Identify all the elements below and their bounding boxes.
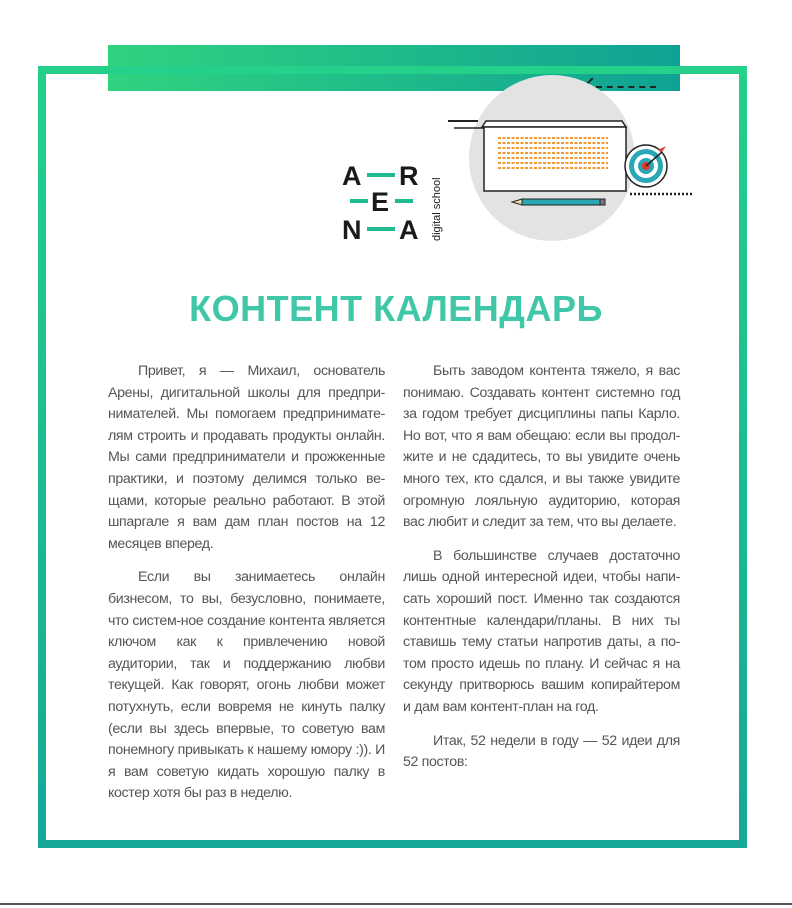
paragraph: Если вы занимаетесь онлайн бизнесом, то вы, безусловно, понимаете, что систем-ное создание контента является ключом как к привлечению новой аудитории, так и поддержанию любви текущей. Как говорят, огонь любви может потухнуть, если вовремя не кинуть палку (если вы здесь впервые, то советую вам понемногу привыкать к нашему юмору :)). И я вам советую кидать хорошую палку в костер хотя бы раз в неделю. bbox=[108, 569, 385, 802]
svg-text:A: A bbox=[399, 215, 419, 245]
target-icon bbox=[625, 145, 667, 187]
laptop-icon bbox=[440, 110, 700, 220]
paragraph: Быть заводом контента тяжело, я вас понимаю. Создавать контент системно год за годом требует дисциплины папы Карло. Но вот, что я вам обещаю: если вы продол-жите и не сдадитесь, то вы увидите очень много тех, кто сдался, и вы также увидите огромную лояльную аудиторию, которая вас любит и следит за тем, что вы делаете. bbox=[403, 363, 680, 531]
right-column bbox=[403, 361, 680, 786]
svg-text:digital school: digital school bbox=[431, 177, 443, 241]
dashed-arrow-line bbox=[596, 86, 656, 88]
page-divider bbox=[0, 903, 792, 905]
pencil-icon bbox=[512, 199, 605, 205]
arena-logo bbox=[340, 155, 450, 245]
svg-text:N: N bbox=[342, 215, 362, 245]
page-title: КОНТЕНТ КАЛЕНДАРЬ bbox=[189, 288, 603, 329]
svg-text:R: R bbox=[399, 161, 419, 191]
paragraph: Итак, 52 недели в году — 52 идеи для 52 постов: bbox=[403, 732, 680, 771]
left-column bbox=[108, 361, 385, 817]
paragraph: В большинстве случаев достаточно лишь одной интересной идеи, чтобы напи-сать хороший пост. Именно так создаются контентные календари/планы. В них ты ставишь тему статьи напротив даты, а по-том просто идешь по плану. И сейчас я на секунду притворюсь вашим копирайтером и дам вам контент-план на год. bbox=[403, 547, 680, 715]
svg-text:A: A bbox=[342, 161, 362, 191]
paragraph: Привет, я — Михаил, основатель Арены, дигитальной школы для предпри-нимателей. Мы помогаем предпринимате-лям строить и продавать продукты онлайн. Мы сами предприниматели и прожженные практики, и поэтому делимся только ве-щами, которые реально работают. В этой шпаргале я вам дам план постов на 12 месяцев вперед. bbox=[108, 363, 385, 552]
svg-text:E: E bbox=[371, 187, 390, 217]
